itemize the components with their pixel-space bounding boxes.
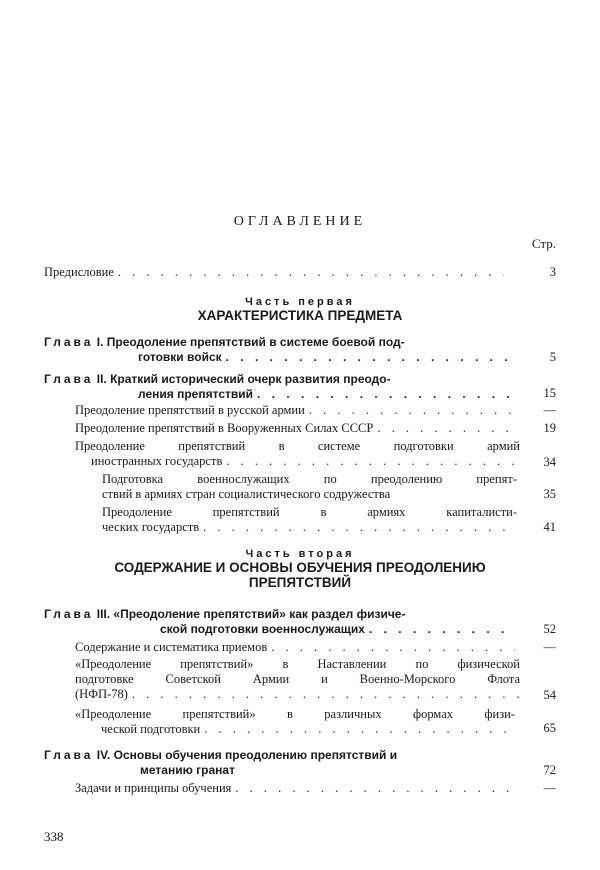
- entry-text: ской подготовки военнослужащих: [160, 622, 365, 636]
- entry-text: I. Преодоление препятствий в системе боевой под-: [96, 335, 405, 349]
- entry-page: 52: [543, 622, 556, 636]
- toc-entry-foreign-armies[interactable]: [75, 439, 520, 469]
- leader-dots: [235, 781, 515, 796]
- toc-entry-chapter-4[interactable]: [44, 748, 514, 778]
- entry-page: —: [543, 403, 556, 417]
- leader-dots: [204, 722, 515, 737]
- part-one-heading: [0, 296, 600, 323]
- toc-entry-socialist-armies[interactable]: [102, 472, 517, 502]
- entry-text: II. Краткий исторический очерк развития преодо-: [96, 372, 391, 386]
- entry-page: 19: [543, 421, 556, 435]
- entry-text: Преодоление препятствий в русской армии: [75, 403, 305, 417]
- entry-page: 54: [543, 688, 556, 702]
- toc-entry-chapter-1[interactable]: [44, 335, 514, 365]
- toc-title: ОГЛАВЛЕНИЕ: [233, 214, 367, 229]
- chapter-word: Глава: [44, 607, 94, 621]
- part-title: ПРЕПЯТСТВИЙ: [248, 575, 352, 590]
- entry-page: —: [543, 781, 556, 795]
- chapter-word: Глава: [44, 372, 94, 386]
- entry-text: Преодоление препятствий в системе подготовки армий: [75, 439, 520, 453]
- leader-dots: [271, 640, 515, 655]
- chapter-word: Глава: [44, 748, 94, 762]
- leader-dots: [203, 520, 517, 535]
- entry-page: 15: [543, 386, 556, 400]
- entry-text: ческих государств: [102, 520, 200, 534]
- toc-entry-ussr-forces[interactable]: [75, 421, 515, 436]
- leader-dots: [377, 421, 515, 436]
- entry-text: ствий в армиях стран социалистического содружества: [102, 487, 391, 501]
- entry-page: 5: [549, 350, 556, 364]
- toc-entry-chapter-2[interactable]: [44, 372, 514, 402]
- leader-dots: [118, 265, 504, 280]
- entry-page: 3: [549, 265, 556, 279]
- toc-entry-tasks-principles[interactable]: [75, 781, 515, 796]
- part-label: Часть первая: [245, 296, 355, 308]
- leader-dots: [226, 454, 520, 469]
- entry-text: III. «Преодоление препятствий» как раздел физиче-: [96, 607, 406, 621]
- part-two-heading: [0, 548, 600, 590]
- entry-text: «Преодоление препятствий» в различных формах физи-: [75, 707, 515, 721]
- page-column-label: Стр.: [531, 236, 556, 251]
- leader-dots: [309, 403, 515, 418]
- entry-text: «Преодоление препятствий» в Наставлении по физической: [75, 657, 520, 671]
- page-number: 338: [44, 829, 64, 844]
- toc-entry-preface[interactable]: [44, 265, 504, 280]
- entry-text: IV. Основы обучения преодолению препятствий и: [96, 748, 398, 762]
- entry-text: ческой подготовки: [101, 722, 201, 736]
- toc-entry-various-forms[interactable]: [75, 707, 515, 737]
- leader-dots: [369, 622, 514, 637]
- entry-text: Задачи и принципы обучения: [75, 781, 232, 795]
- toc-entry-chapter-3[interactable]: [44, 607, 514, 637]
- entry-page: 65: [543, 721, 556, 735]
- entry-text: Преодоление препятствий в Вооруженных Силах СССР: [75, 421, 374, 435]
- entry-page: 41: [543, 520, 556, 534]
- entry-text: метанию гранат: [140, 763, 235, 777]
- entry-page: 34: [543, 455, 556, 469]
- leader-dots: [132, 687, 520, 702]
- entry-text: Содержание и систематика приемов: [75, 640, 268, 654]
- entry-text: готовки войск: [138, 350, 222, 364]
- entry-text: Преодоление препятствий в армиях капиталисти-: [102, 505, 517, 519]
- entry-text: ления препятствий: [138, 387, 254, 401]
- toc-entry-capitalist-armies[interactable]: [102, 505, 517, 535]
- entry-text: Подготовка военнослужащих по преодолению препят-: [102, 472, 517, 486]
- toc-entry-russian-army[interactable]: [75, 403, 515, 418]
- entry-page: —: [543, 640, 556, 654]
- leader-dots: [257, 387, 514, 402]
- toc-entry-content-system[interactable]: [75, 640, 515, 655]
- entry-text: подготовке Советской Армии и Военно-Морского Флота: [75, 672, 520, 686]
- part-title: ХАРАКТЕРИСТИКА ПРЕДМЕТА: [197, 308, 403, 323]
- toc-entry-nfp78[interactable]: [75, 657, 520, 702]
- entry-text: (НФП-78): [75, 687, 128, 701]
- part-label: Часть вторая: [245, 548, 355, 560]
- chapter-word: Глава: [44, 335, 94, 349]
- leader-dots: [226, 350, 514, 365]
- entry-page: 35: [543, 487, 556, 501]
- part-title: СОДЕРЖАНИЕ И ОСНОВЫ ОБУЧЕНИЯ ПРЕОДОЛЕНИЮ: [114, 560, 486, 575]
- entry-page: 72: [543, 763, 556, 777]
- entry-text: иностранных государств: [91, 454, 223, 468]
- entry-text: Предисловие: [44, 265, 114, 279]
